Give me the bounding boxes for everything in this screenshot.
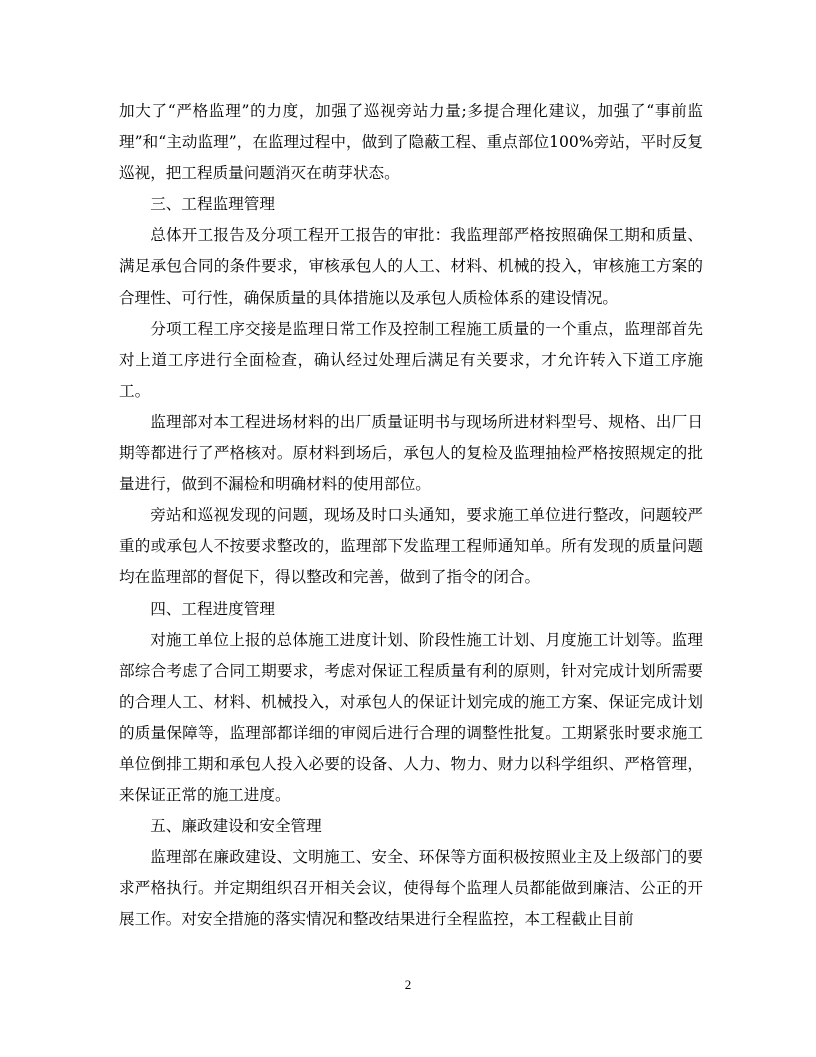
paragraph-3: 分项工程工序交接是监理日常工作及控制工程施工质量的一个重点，监理部首先对上道工序进行全面检查，确认经过处理后满足有关要求，才允许转入下道工序施工。 xyxy=(119,319,703,400)
paragraph-4: 监理部对本工程进场材料的出厂质量证明书与现场所进材料型号、规格、出厂日期等都进行了严格核对。原材料到场后，承包人的复检及监理抽检严格按照规定的批量进行，做到不漏检和明确材料的使用部位。 xyxy=(119,412,703,494)
paragraph-2: 总体开工报告及分项工程开工报告的审批：我监理部严格按照确保工期和质量、满足承包合同的条件要求，审核承包人的人工、材料、机械的投入，审核施工方案的合理性、可行性，确保质量的具体措施以及承包人质检体系的建设情况。 xyxy=(119,226,703,307)
section-heading-5: 五、廉政建设和安全管理 xyxy=(150,817,322,836)
paragraph-5: 旁站和巡视发现的问题，现场及时口头通知，要求施工单位进行整改，问题较严重的或承包人不按要求整改的，监理部下发监理工程师通知单。所有发现的质量问题均在监理部的督促下，得以整改和完善，做到了指令的闭合。 xyxy=(119,506,703,587)
page-number: 2 xyxy=(404,977,412,992)
section-heading-4: 四、工程进度管理 xyxy=(150,599,275,618)
document-body xyxy=(119,96,703,936)
paragraph-6: 对施工单位上报的总体施工进度计划、阶段性施工计划、月度施工计划等。监理部综合考虑了合同工期要求，考虑对保证工程质量有利的原则，针对完成计划所需要的合理人工、材料、机械投入，对承包人的保证计划完成的施工方案、保证完成计划的质量保障等，监理部都详细的审阅后进行合理的调整性批复。工期紧张时要求施工单位倒排工期和承包人投入必要的设备、人力、物力、财力以科学组织、严格管理，来保证正常的施工进度。 xyxy=(119,630,703,805)
paragraph-7: 监理部在廉政建设、文明施工、安全、环保等方面积极按照业主及上级部门的要求严格执行。并定期组织召开相关会议，使得每个监理人员都能做到廉洁、公正的开展工作。对安全措施的落实情况和整改结果进行全程监控，本工程截止目前 xyxy=(119,848,703,929)
paragraph-1: 加大了“严格监理”的力度，加强了巡视旁站力量;多提合理化建议，加强了“事前监理”和“主动监理”，在监理过程中，做到了隐蔽工程、重点部位100%旁站，平时反复巡视，把工程质量问题消灭在萌芽状态。 xyxy=(119,102,703,183)
section-heading-3: 三、工程监理管理 xyxy=(150,195,275,214)
